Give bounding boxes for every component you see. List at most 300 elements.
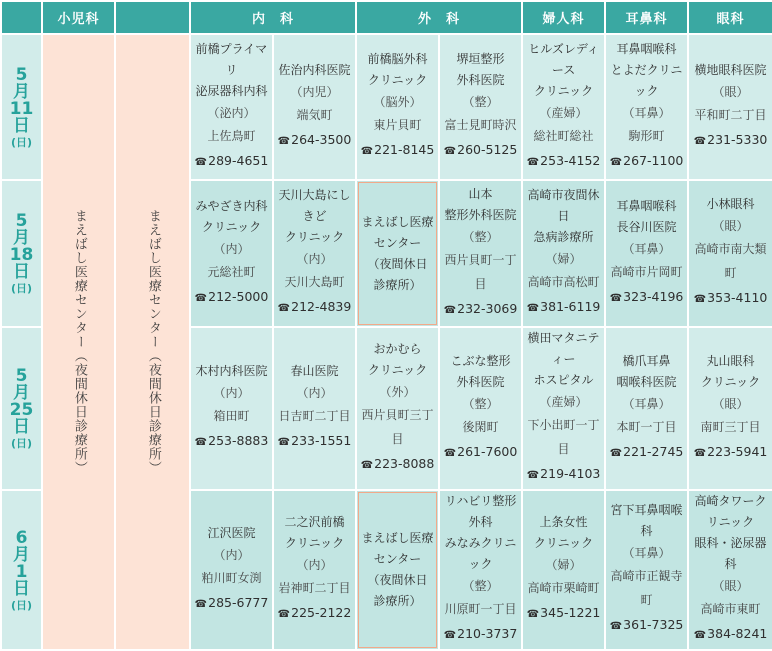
clinic-info [191, 39, 272, 176]
clinic-specialty: （眼） [712, 396, 749, 411]
clinic-cell [522, 34, 605, 180]
clinic-info [440, 491, 521, 649]
clinic-name-line: 江沢医院 [207, 525, 256, 540]
clinic-name-line: 前橋脳外科 [367, 52, 428, 66]
clinic-specialty: （産婦） [539, 105, 588, 120]
clinic-name-line: クリニック [284, 536, 345, 550]
clinic-name-line: クリニック [367, 73, 428, 87]
phone-icon: ☎ [693, 135, 707, 147]
clinic-info [274, 60, 355, 155]
phone-number: 345-1221 [540, 605, 601, 620]
clinic-phone [689, 621, 772, 649]
clinic-address: 西片貝町三丁目 [361, 407, 434, 446]
clinic-info [606, 39, 687, 176]
clinic-cell [439, 327, 522, 490]
clinic-name [440, 351, 521, 393]
date-weekday: (日) [10, 135, 33, 149]
phone-number: 353-4110 [707, 290, 768, 305]
phone-number: 253-4152 [540, 152, 601, 168]
clinic-info [689, 194, 772, 313]
date-m: 月 [13, 81, 30, 102]
clinic-name-line: 外科医院 [456, 73, 505, 87]
clinic-name [274, 512, 355, 554]
phone-icon: ☎ [277, 437, 291, 448]
center-name-vertical: まえばし医療センター（夜間休日診療所） [71, 209, 87, 475]
phone-number: 219-4103 [540, 466, 601, 481]
clinic-name-line: 外科医院 [456, 374, 505, 389]
clinic-name-line: 山本 [468, 186, 493, 201]
clinic-phone [606, 284, 687, 312]
phone-number: 223-8088 [374, 455, 435, 471]
clinic-name-line: クリニック [533, 536, 594, 550]
clinic-info [357, 49, 438, 165]
date-weekday: (日) [10, 282, 33, 295]
clinic-phone [357, 137, 438, 165]
clinic-cell [605, 34, 688, 180]
clinic-address: 高崎市栗崎町 [527, 581, 600, 595]
clinic-cell [522, 327, 605, 490]
clinic-cell [522, 180, 605, 327]
clinic-info [191, 523, 272, 618]
clinic-info [274, 361, 355, 456]
clinic-name-line: 丸山眼科 [706, 353, 755, 368]
clinic-phone [689, 127, 772, 155]
clinic-phone [274, 600, 355, 628]
header-blank [115, 1, 190, 34]
clinic-name [523, 328, 604, 391]
clinic-address: 箱田町 [213, 409, 250, 423]
header-ophthalmology: 眼科 [688, 1, 772, 34]
date-day: 11 [9, 98, 34, 119]
phone-number: 210-3737 [457, 626, 518, 641]
clinic-cell [439, 34, 522, 180]
clinic-name [689, 491, 772, 575]
clinic-name-line: みなみクリニック [444, 536, 517, 571]
clinic-name-line: 泌尿器科内科 [195, 83, 268, 98]
clinic-name [523, 512, 604, 554]
clinic-name-line: （夜間休日 [367, 256, 428, 271]
clinic-cell [273, 490, 356, 650]
clinic-name [357, 528, 438, 612]
phone-number: 384-8241 [707, 626, 768, 641]
clinic-specialty: （内） [213, 547, 250, 562]
clinic-name-line: 天川大島にしきど [278, 188, 351, 223]
clinic-info [523, 39, 604, 176]
phone-number: 223-5941 [707, 443, 768, 459]
clinic-name [191, 361, 272, 382]
clinic-cell [605, 327, 688, 490]
phone-number: 231-5330 [707, 131, 768, 147]
clinic-phone [606, 439, 687, 467]
clinic-cell [356, 490, 439, 650]
clinic-name-line: こぶな整形 [450, 353, 511, 368]
clinic-address: 天川大島町 [284, 275, 345, 289]
clinic-cell [439, 490, 522, 650]
clinic-info [274, 512, 355, 628]
clinic-name-line: 佐治内科医院 [278, 62, 351, 77]
clinic-info [523, 328, 604, 489]
phone-icon: ☎ [277, 303, 291, 314]
date-d: 日 [13, 262, 30, 282]
clinic-info [523, 512, 604, 628]
phone-number: 233-1551 [291, 433, 352, 448]
clinic-name [440, 49, 521, 91]
clinic-address: 総社町総社 [533, 128, 594, 143]
clinic-specialty: （整） [462, 229, 499, 244]
clinic-name [191, 523, 272, 544]
clinic-info [274, 185, 355, 322]
clinic-cell [439, 180, 522, 327]
clinic-specialty: （婦） [545, 558, 582, 572]
phone-icon: ☎ [526, 609, 540, 620]
clinic-info [440, 49, 521, 165]
date-label [2, 213, 41, 294]
phone-icon: ☎ [693, 447, 707, 459]
date-cell [1, 490, 42, 650]
clinic-name [440, 184, 521, 226]
phone-number: 381-6119 [540, 299, 601, 314]
clinic-info [191, 196, 272, 312]
phone-icon: ☎ [443, 630, 457, 641]
clinic-name [357, 339, 438, 381]
clinic-info [606, 196, 687, 312]
header-ent: 耳鼻科 [605, 1, 688, 34]
date-day: 18 [9, 245, 34, 265]
phone-number: 212-4839 [291, 299, 352, 314]
clinic-phone [606, 612, 687, 640]
clinic-info [606, 351, 687, 467]
clinic-specialty: （整） [462, 579, 499, 593]
clinic-name-line: ヒルズレディース [528, 41, 599, 77]
phone-icon: ☎ [194, 156, 208, 168]
clinic-name [606, 196, 687, 238]
schedule-body [1, 34, 772, 650]
phone-number: 267-1100 [623, 152, 684, 168]
clinic-phone [274, 428, 355, 456]
clinic-address: 富士見町時沢 [444, 118, 517, 132]
clinic-name-line: センター [373, 552, 422, 566]
clinic-info [191, 361, 272, 456]
clinic-name [191, 39, 272, 102]
clinic-cell [190, 327, 273, 490]
clinic-phone [689, 439, 772, 467]
date-weekday: (日) [10, 598, 33, 612]
clinic-name [274, 185, 355, 248]
clinic-phone [440, 137, 521, 165]
clinic-cell [605, 490, 688, 650]
clinic-name-line: 堺垣整形 [456, 52, 505, 66]
phone-icon: ☎ [194, 598, 208, 610]
phone-icon: ☎ [693, 630, 707, 641]
header-corner [1, 1, 42, 34]
date-m: 月 [13, 544, 30, 565]
clinic-info [357, 212, 438, 296]
clinic-name-line: 横地眼科医院 [694, 62, 767, 77]
clinic-address: 日吉町二丁目 [278, 409, 351, 423]
date-cell [1, 327, 42, 490]
date-d: 日 [13, 578, 30, 599]
clinic-specialty: （脳外） [373, 95, 422, 109]
date-month: 6 [15, 527, 28, 548]
table-row [1, 34, 772, 180]
phone-icon: ☎ [360, 146, 374, 157]
clinic-cell [273, 34, 356, 180]
clinic-specialty: （内） [296, 558, 333, 572]
clinic-name-line: 高崎市夜間休日 [527, 188, 600, 223]
clinic-name-line: とよだクリニック [610, 62, 683, 98]
clinic-name-line: （夜間休日 [367, 573, 428, 587]
header-gynecology: 婦人科 [522, 1, 605, 34]
clinic-address: 西片貝町一丁目 [444, 252, 517, 291]
clinic-address: 端気町 [296, 107, 333, 122]
date-m: 月 [13, 383, 30, 403]
clinic-name [274, 361, 355, 382]
phone-icon: ☎ [609, 447, 623, 459]
date-month: 5 [15, 211, 28, 231]
clinic-address: 川原町一丁目 [444, 602, 517, 616]
clinic-name-line: クリニック [367, 362, 428, 377]
phone-number: 285-6777 [208, 594, 269, 610]
clinic-name-line: クリニック [201, 219, 262, 234]
clinic-name-line: クリニック [700, 374, 761, 389]
clinic-address: 高崎市南大類町 [694, 242, 767, 280]
clinic-specialty: （内児） [290, 84, 339, 99]
header-pediatrics: 小児科 [42, 1, 115, 34]
clinic-info [606, 500, 687, 640]
clinic-phone [191, 590, 272, 618]
clinic-cell [273, 180, 356, 327]
clinic-specialty: （内） [296, 386, 333, 400]
clinic-name-line: 上条女性 [539, 515, 588, 529]
clinic-cell [356, 34, 439, 180]
clinic-address: 高崎市正観寺町 [610, 569, 683, 607]
clinic-cell [356, 180, 439, 327]
phone-icon: ☎ [194, 292, 208, 304]
date-month: 5 [15, 64, 28, 85]
clinic-name-line: 整形外科医院 [444, 207, 517, 222]
clinic-address: 粕川町女渕 [201, 570, 262, 585]
clinic-address: 高崎市片岡町 [610, 264, 683, 279]
clinic-address: 本町一丁目 [616, 419, 677, 434]
phone-number: 289-4651 [208, 152, 269, 168]
clinic-specialty: （泌内） [207, 105, 256, 120]
clinic-phone [440, 621, 521, 649]
clinic-specialty: （眼） [712, 219, 749, 233]
clinic-cell [688, 180, 772, 327]
clinic-name [357, 49, 438, 91]
clinic-phone [191, 428, 272, 456]
date-d: 日 [13, 417, 30, 437]
phone-icon: ☎ [609, 292, 623, 304]
date-month: 5 [15, 366, 28, 386]
phone-icon: ☎ [693, 294, 707, 305]
clinic-name-line: ホスピタル [533, 373, 594, 387]
clinic-name-line: クリニック [284, 230, 345, 244]
phone-icon: ☎ [277, 609, 291, 620]
clinic-name-line: みやざき内科 [195, 198, 268, 213]
phone-icon: ☎ [526, 303, 540, 314]
clinic-address: 下小出町一丁目 [527, 418, 600, 456]
header-internal: 内 科 [190, 1, 356, 34]
clinic-phone [523, 148, 604, 176]
clinic-phone [274, 294, 355, 322]
clinic-specialty: （耳鼻） [622, 546, 671, 560]
clinic-phone [440, 439, 521, 467]
clinic-phone [191, 284, 272, 312]
clinic-info [357, 528, 438, 612]
clinic-address: 後閑町 [462, 419, 499, 434]
clinic-name [689, 60, 772, 81]
clinic-name [606, 351, 687, 393]
clinic-info [357, 339, 438, 479]
phone-number: 253-8883 [208, 433, 269, 448]
date-cell [1, 34, 42, 180]
clinic-name-line: まえばし医療 [361, 531, 434, 545]
date-cell [1, 180, 42, 327]
clinic-phone [274, 127, 355, 155]
clinic-name-line: 診療所） [373, 594, 422, 608]
clinic-address: 駒形町 [628, 128, 665, 143]
clinic-name [440, 491, 521, 575]
clinic-address: 平和町二丁目 [694, 107, 767, 122]
clinic-phone [357, 451, 438, 479]
date-label [2, 64, 41, 149]
clinic-name [274, 60, 355, 81]
clinic-name-line: 診療所） [373, 277, 422, 292]
phone-icon: ☎ [609, 156, 623, 168]
clinic-info [689, 351, 772, 467]
phone-icon: ☎ [360, 459, 374, 471]
clinic-phone [191, 148, 272, 176]
clinic-name-line: おかむら [373, 341, 422, 356]
clinic-name [606, 500, 687, 542]
phone-number: 261-7600 [457, 443, 518, 459]
clinic-specialty: （眼） [712, 84, 749, 99]
clinic-address: 東片貝町 [373, 118, 422, 132]
clinic-name [523, 185, 604, 248]
phone-number: 264-3500 [291, 131, 352, 147]
clinic-phone [523, 600, 604, 628]
phone-icon: ☎ [526, 470, 540, 481]
date-m: 月 [13, 228, 30, 248]
clinic-cell [190, 490, 273, 650]
clinic-name-line: 急病診療所 [533, 230, 594, 244]
date-label [2, 527, 41, 612]
clinic-cell [190, 180, 273, 327]
clinic-name-line: 眼科・泌尿器科 [694, 536, 767, 571]
phone-number: 260-5125 [457, 142, 518, 157]
phone-icon: ☎ [443, 304, 457, 316]
date-day: 1 [15, 561, 28, 582]
clinic-name-line: 小林眼科 [706, 197, 755, 211]
clinic-cell [190, 34, 273, 180]
clinic-name-line: 耳鼻咽喉科 [616, 198, 677, 213]
clinic-cell [522, 490, 605, 650]
clinic-info [440, 351, 521, 467]
phone-number: 323-4196 [623, 288, 684, 304]
clinic-name-line: まえばし医療 [361, 214, 434, 229]
clinic-address: 上佐鳥町 [207, 128, 256, 143]
phone-icon: ☎ [443, 447, 457, 459]
clinic-name-line: 高崎タワークリニック [694, 494, 767, 529]
clinic-name-line: センター [373, 235, 422, 250]
clinic-name-line: リハビリ整形外科 [444, 494, 517, 529]
clinic-name-line: 二之沢前橋 [284, 515, 345, 529]
clinic-address: 高崎市東町 [700, 602, 761, 616]
clinic-name [689, 351, 772, 393]
clinic-name [606, 39, 687, 102]
clinic-info [689, 491, 772, 649]
phone-number: 232-3069 [457, 300, 518, 316]
clinic-name-line: 前橋プライマリ [195, 41, 268, 77]
clinic-specialty: （産婦） [539, 395, 588, 409]
clinic-info [689, 60, 772, 155]
clinic-cell [688, 327, 772, 490]
clinic-info [440, 184, 521, 324]
phone-icon: ☎ [277, 135, 291, 147]
clinic-specialty: （眼） [712, 579, 749, 593]
date-day: 25 [9, 400, 34, 420]
clinic-name-line: 橋爪耳鼻 [622, 353, 671, 368]
clinic-address: 高崎市高松町 [527, 275, 600, 289]
date-d: 日 [13, 115, 30, 136]
clinic-cell [688, 34, 772, 180]
phone-number: 221-8145 [374, 142, 435, 157]
phone-number: 212-5000 [208, 288, 269, 304]
phone-icon: ☎ [443, 146, 457, 157]
clinic-specialty: （婦） [545, 252, 582, 266]
clinic-address: 岩神町二丁目 [278, 581, 351, 595]
clinic-cell [688, 490, 772, 650]
clinic-specialty: （内） [213, 386, 250, 400]
phone-icon: ☎ [526, 156, 540, 168]
center-blank-cell [115, 34, 190, 650]
phone-icon: ☎ [194, 437, 208, 448]
clinic-name [689, 194, 772, 215]
clinic-phone [689, 285, 772, 313]
phone-number: 361-7325 [623, 617, 684, 632]
clinic-phone [523, 461, 604, 489]
clinic-phone [606, 148, 687, 176]
phone-number: 221-2745 [623, 443, 684, 459]
clinic-name-line: 咽喉科医院 [616, 374, 677, 389]
clinic-specialty: （整） [462, 95, 499, 109]
clinic-name [191, 196, 272, 238]
clinic-address: 元総社町 [207, 264, 256, 279]
clinic-name-line: 宮下耳鼻咽喉科 [610, 503, 683, 538]
clinic-specialty: （整） [462, 396, 499, 411]
header-row [1, 1, 772, 34]
clinic-specialty: （耳鼻） [622, 396, 671, 411]
clinic-cell [605, 180, 688, 327]
clinic-name-line: 木村内科医院 [195, 364, 268, 378]
clinic-info [523, 185, 604, 322]
phone-number: 225-2122 [291, 605, 352, 620]
clinic-name-line: 横田マタニティー [527, 331, 600, 366]
clinic-cell [356, 327, 439, 490]
phone-icon: ☎ [609, 621, 623, 632]
clinic-name-line: 長谷川医院 [616, 219, 677, 234]
clinic-name [523, 39, 604, 102]
header-surgery: 外 科 [356, 1, 522, 34]
date-weekday: (日) [10, 437, 33, 450]
clinic-name [357, 212, 438, 296]
center-name-vertical: まえばし医療センター（夜間休日診療所） [145, 209, 161, 475]
clinic-address: 南町三丁目 [700, 419, 761, 434]
clinic-name-line: クリニック [533, 83, 594, 98]
clinic-specialty: （内） [296, 252, 333, 266]
clinic-specialty: （耳鼻） [622, 105, 671, 120]
